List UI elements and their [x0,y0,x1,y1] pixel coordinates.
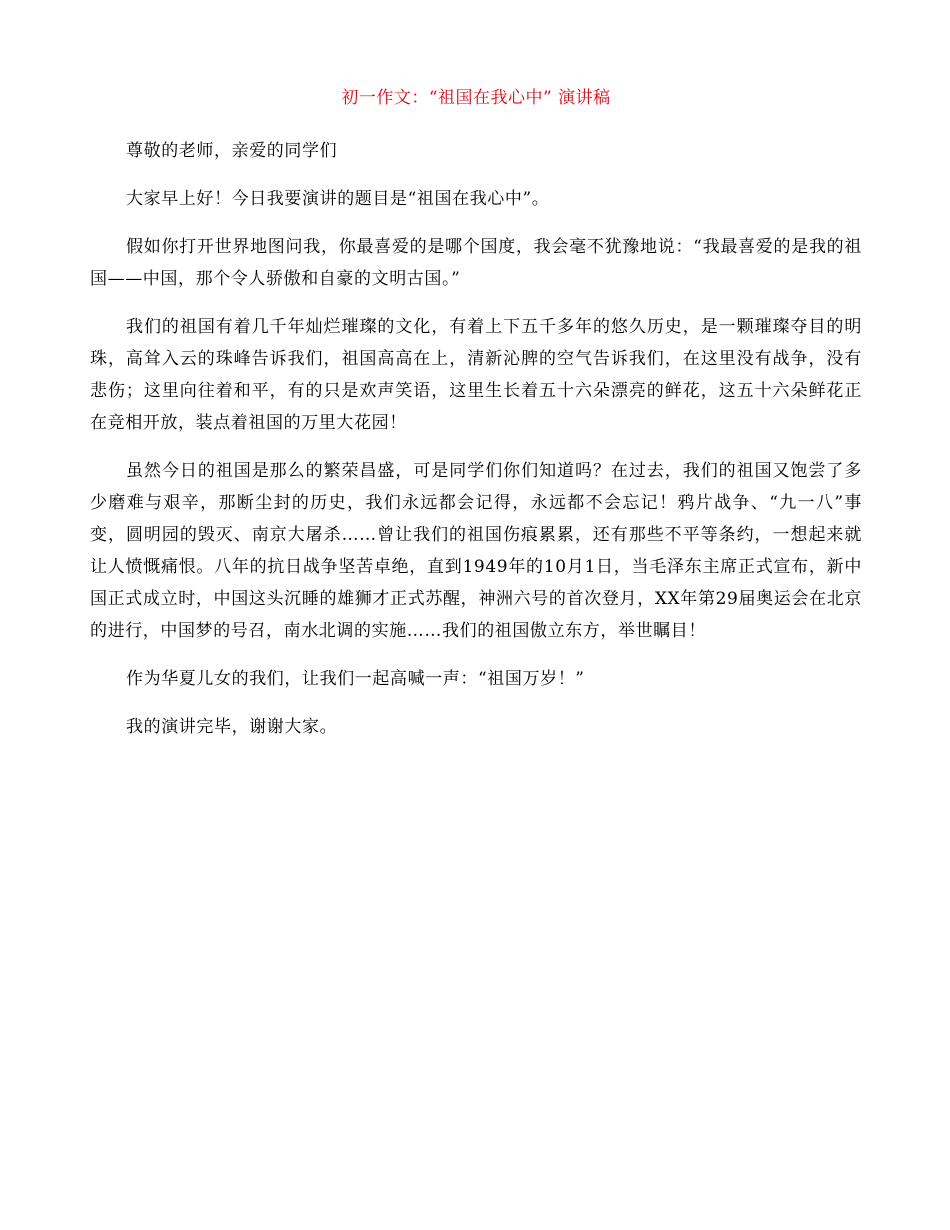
closing-paragraph: 我的演讲完毕，谢谢大家。 [126,717,338,737]
opening-paragraph: 大家早上好！今日我要演讲的题目是“祖国在我心中”。 [126,189,550,209]
body-paragraph: 虽然今日的祖国是那么的繁荣昌盛，可是同学们你们知道吗？在过去，我们的祖国又饱尝了多少磨难与艰辛，那断尘封的历史，我们永远都会记得，永远都不会忘记！鸦片战争、“九一八”事变，圆明园的毁灭、南京大屠杀……曾让我们的祖国伤痕累累，还有那些不平等条约，一想起来就让人愤慨痛恨。八年的抗日战争坚苦卓绝，直到1949年的10月1日，当毛泽东主席正式宣布，新中国正式成立时，中国这头沉睡的雄狮才正式苏醒，神洲六号的首次登月，XX年第29届奥运会在北京的进行，中国梦的号召，南水北调的实施……我们的祖国傲立东方，举世瞩目！ [90,461,862,641]
greeting-paragraph: 尊敬的老师，亲爱的同学们 [126,141,338,161]
document-title: 初一作文：“祖国在我心中” 演讲稿 [341,88,611,108]
body-paragraph: 假如你打开世界地图问我，你最喜爱的是哪个国度，我会毫不犹豫地说：“我最喜爱的是我的祖国——中国，那个令人骄傲和自豪的文明古国。” [90,237,862,289]
body-paragraph: 我们的祖国有着几千年灿烂璀璨的文化，有着上下五千多年的悠久历史，是一颗璀璨夺目的明珠，高耸入云的珠峰告诉我们，祖国高高在上，清新沁脾的空气告诉我们，在这里没有战争，没有悲伤；这里向往着和平，有的只是欢声笑语，这里生长着五十六朵漂亮的鲜花，这五十六朵鲜花正在竞相开放，装点着祖国的万里大花园！ [90,317,862,433]
document-page [90,84,862,759]
body-paragraph: 作为华夏儿女的我们，让我们一起高喊一声：“祖国万岁！” [126,669,585,689]
